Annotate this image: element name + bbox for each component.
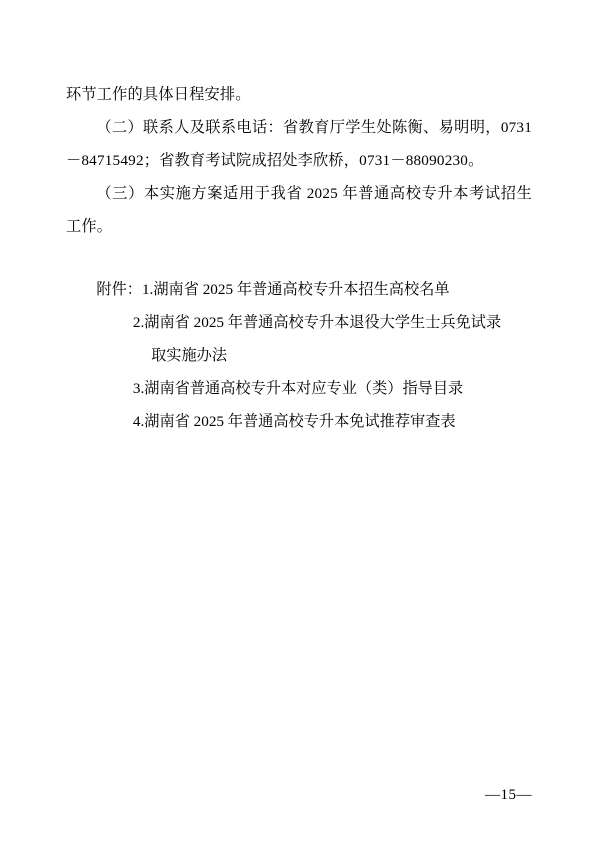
attachment-list <box>66 273 532 438</box>
attachment-label: 附件： <box>96 281 142 298</box>
page-number: —15— <box>485 787 532 803</box>
paragraph-contact-info: （二）联系人及联系电话：省教育厅学生处陈衡、易明明，0731－84715492；省教育考试院成招处李欣桥，0731－88090230。 <box>66 119 532 169</box>
paragraph-continuation: 环节工作的具体日程安排。 <box>66 86 251 103</box>
attachment-item-1: 1.湖南省 2025 年普通高校专升本招生高校名单 <box>141 281 450 298</box>
attachment-item-2-continuation: 取实施办法 <box>151 347 228 364</box>
attachment-item-3-line: 3.湖南省普通高校专升本对应专业（类）指导目录 <box>132 380 464 397</box>
paragraph-scope: （三）本实施方案适用于我省 2025 年普通高校专升本考试招生工作。 <box>66 185 532 235</box>
attachment-item-2-line: 2.湖南省 2025 年普通高校专升本退役大学生士兵免试录 <box>132 314 502 331</box>
attachment-label-line <box>66 273 532 306</box>
attachment-item-4-line: 4.湖南省 2025 年普通高校专升本免试推荐审查表 <box>132 413 456 430</box>
document-body <box>66 78 532 243</box>
